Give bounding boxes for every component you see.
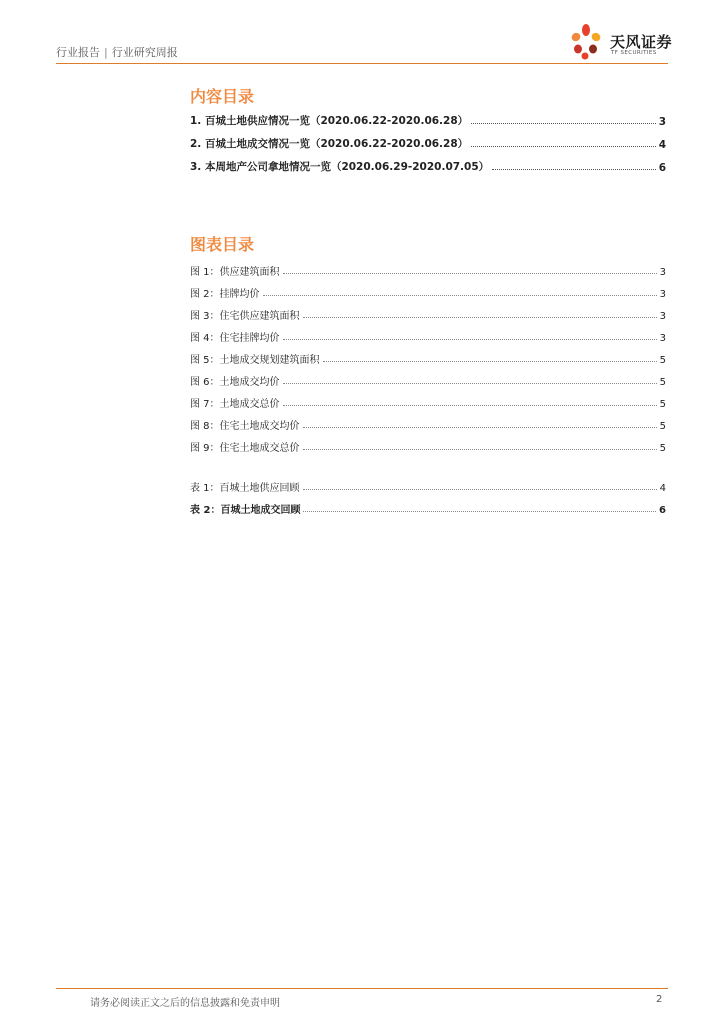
- table-entry-page: 6: [659, 505, 666, 516]
- footer-rule: [56, 988, 668, 989]
- toc-leader-dots: [303, 317, 657, 318]
- toc-entry[interactable]: [190, 133, 666, 151]
- toc-leader-dots: [263, 295, 657, 296]
- figure-entry[interactable]: [190, 326, 666, 344]
- toc-leader-dots: [471, 123, 656, 124]
- toc-leader-dots: [492, 169, 656, 170]
- figure-entry[interactable]: [190, 370, 666, 388]
- figure-entry-label: 图 8：住宅土地成交均价: [190, 421, 300, 432]
- table-entry[interactable]: [190, 476, 666, 494]
- figure-entry[interactable]: [190, 260, 666, 278]
- logo-name-cn: 天风证券: [610, 33, 673, 51]
- table-entry-label: 表 2：百城土地成交回顾: [190, 505, 301, 516]
- toc-leader-dots: [303, 427, 657, 428]
- figure-entry-page: 5: [659, 421, 666, 432]
- toc-entry-label: 3. 本周地产公司拿地情况一览（2020.06.29-2020.07.05）: [190, 161, 490, 173]
- toc-leader-dots: [283, 273, 657, 274]
- figure-entry-page: 3: [659, 311, 666, 322]
- figure-entry[interactable]: [190, 304, 666, 322]
- figure-entry[interactable]: [190, 348, 666, 366]
- figure-entry-page: 3: [659, 267, 666, 278]
- header-rule: [56, 63, 668, 64]
- toc-leader-dots: [303, 449, 657, 450]
- toc-entry-label: 2. 百城土地成交情况一览（2020.06.22-2020.06.28）: [190, 138, 469, 150]
- toc-leader-dots: [283, 339, 657, 340]
- figure-entry-page: 3: [659, 289, 666, 300]
- toc-entry-page: 3: [658, 116, 666, 128]
- figure-entry-page: 3: [659, 333, 666, 344]
- toc-leader-dots: [323, 361, 657, 362]
- toc-leader-dots: [283, 405, 657, 406]
- header-breadcrumb: [56, 44, 178, 60]
- figure-entry[interactable]: [190, 282, 666, 300]
- figure-entry-label: 图 1：供应建筑面积: [190, 267, 280, 278]
- toc-leader-dots: [283, 383, 657, 384]
- figure-entry-page: 5: [659, 399, 666, 410]
- toc-leader-dots: [471, 146, 656, 147]
- footer-page-number: 2: [656, 994, 663, 1005]
- table-entry-page: 4: [659, 483, 666, 494]
- toc-leader-dots: [303, 489, 657, 490]
- figure-entry-label: 图 4：住宅挂牌均价: [190, 333, 280, 344]
- figure-entry-page: 5: [659, 355, 666, 366]
- figure-entry-label: 图 9：住宅土地成交总价: [190, 443, 300, 454]
- toc-entry-page: 4: [658, 139, 666, 151]
- toc-entry-page: 6: [658, 162, 666, 174]
- header-report-subtype: 行业研究周报: [111, 46, 178, 59]
- contents-title: 内容目录: [190, 87, 255, 106]
- company-logo: [566, 22, 674, 62]
- figure-entry-label: 图 6：土地成交均价: [190, 377, 280, 388]
- figure-entry-label: 图 7：土地成交总价: [190, 399, 280, 410]
- toc-entry-label: 1. 百城土地供应情况一览（2020.06.22-2020.06.28）: [190, 115, 469, 127]
- table-entry[interactable]: [190, 498, 666, 516]
- logo-flower-icon: [566, 22, 608, 62]
- figure-entry[interactable]: [190, 414, 666, 432]
- figure-entry-page: 5: [659, 377, 666, 388]
- figure-entry-label: 图 2：挂牌均价: [190, 289, 260, 300]
- figure-entry-page: 5: [659, 443, 666, 454]
- figure-entry[interactable]: [190, 436, 666, 454]
- header-report-type: 行业报告: [56, 46, 100, 59]
- logo-name-en: TF SECURITIES: [611, 50, 657, 56]
- figure-entry-label: 图 5：土地成交规划建筑面积: [190, 355, 320, 366]
- figure-entry[interactable]: [190, 392, 666, 410]
- figure-entry-label: 图 3：住宅供应建筑面积: [190, 311, 300, 322]
- toc-entry[interactable]: [190, 110, 666, 128]
- header-separator: |: [104, 46, 108, 59]
- footer-disclaimer: 请务必阅读正文之后的信息披露和免责申明: [90, 998, 280, 1009]
- figures-title: 图表目录: [190, 235, 255, 254]
- toc-leader-dots: [303, 511, 656, 512]
- toc-entry[interactable]: [190, 156, 666, 174]
- table-entry-label: 表 1：百城土地供应回顾: [190, 483, 300, 494]
